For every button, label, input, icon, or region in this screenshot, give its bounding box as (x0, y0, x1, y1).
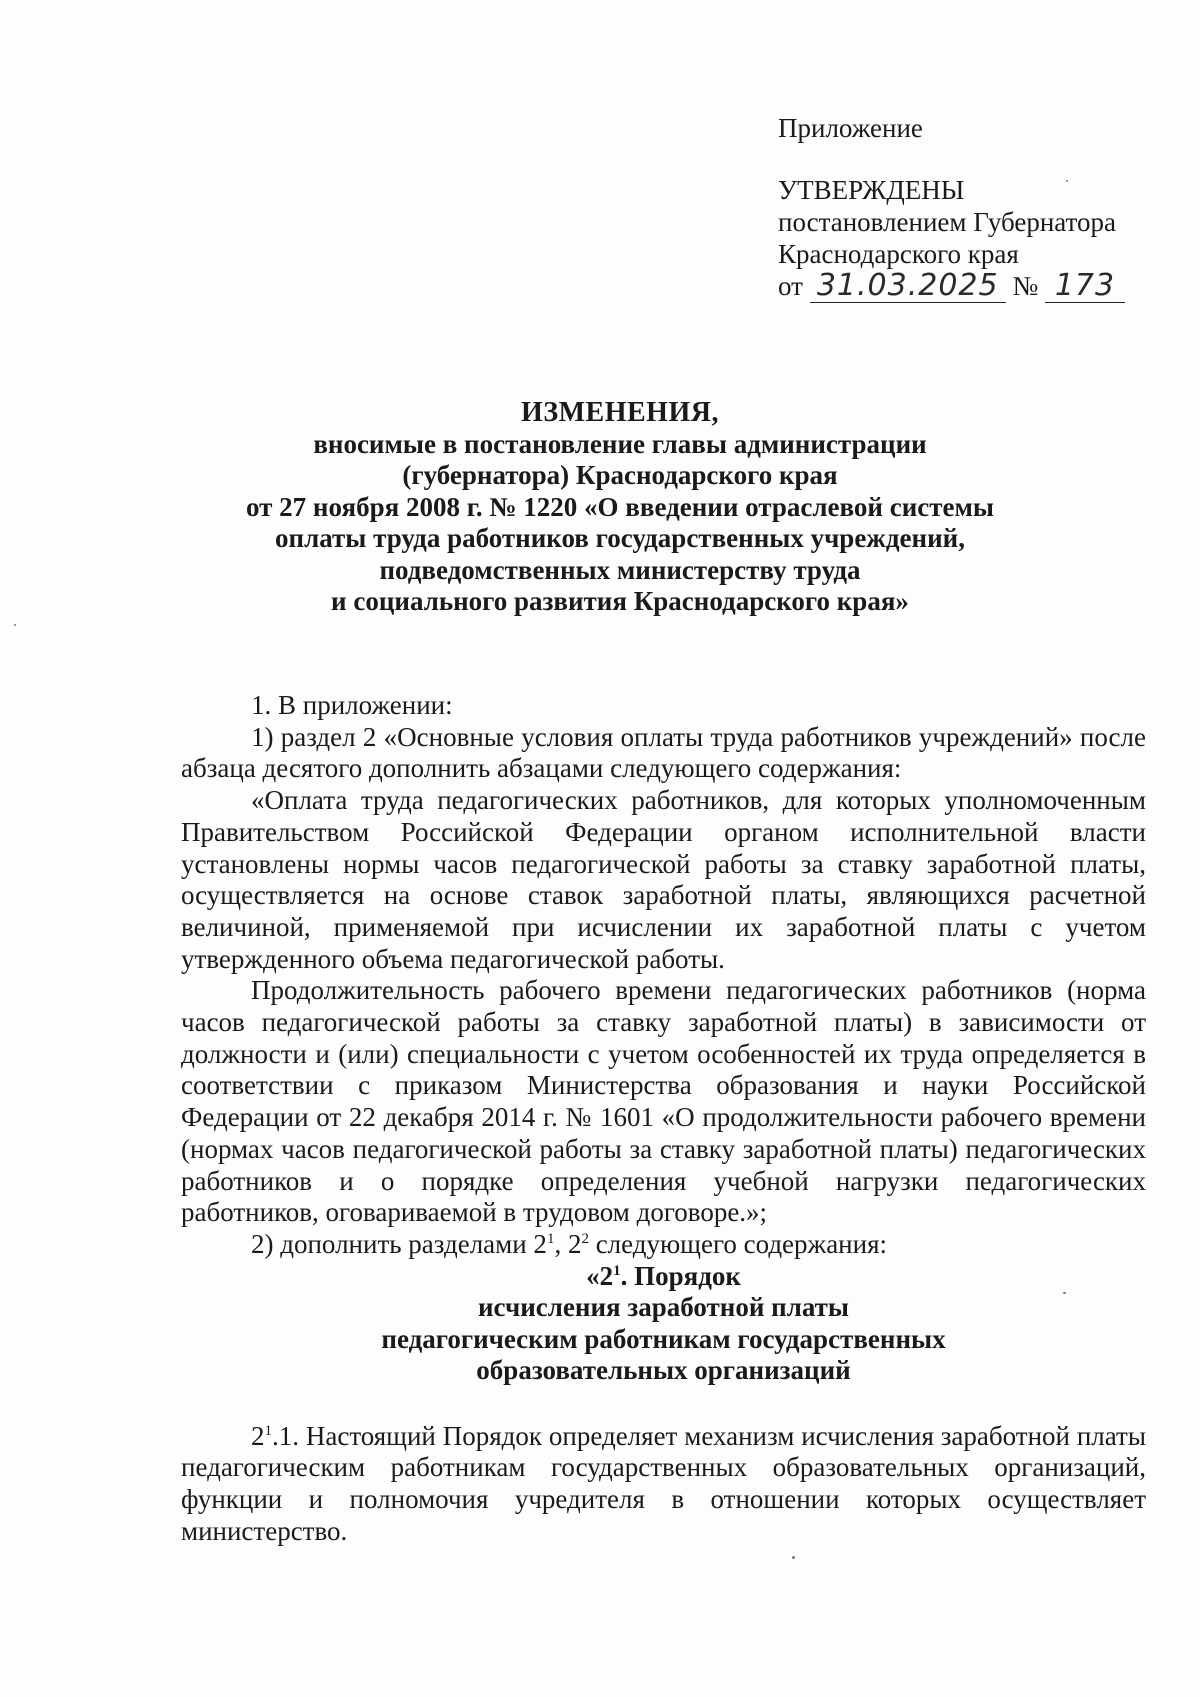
paragraph-2: 1) раздел 2 «Основные условия оплаты труда работников учреждений» после абзаца десятого дополнить абзацами следующего содержания: (181, 721, 1146, 784)
section-title-line: педагогическим работникам государственных (381, 1323, 946, 1354)
clause-number: 2 (251, 1420, 265, 1451)
title-heading: ИЗМЕНЕНИЯ, (521, 397, 719, 428)
section-title-line (181, 1261, 1146, 1293)
scan-speck (1066, 180, 1068, 182)
section-title-line: исчисления заработной платы (478, 1292, 849, 1323)
paragraph-6 (181, 1421, 1146, 1548)
title-line: оплаты труда работников государственных учреждений, (275, 523, 965, 553)
approved-by-line-1: постановлением Губернатора (778, 207, 1116, 237)
section-title-open: «2 (586, 1260, 614, 1291)
annex-label: Приложение (778, 113, 923, 143)
superscript: 1 (264, 1422, 272, 1439)
section-title-line: образовательных организаций (476, 1355, 851, 1386)
spacer (181, 1387, 1146, 1421)
approved-label: УТВЕРЖДЕНЫ (778, 175, 965, 205)
handwritten-date: 31.03.2025 (810, 270, 1006, 303)
scan-speck (14, 624, 16, 626)
section-heading (181, 1261, 1146, 1387)
handwritten-number: 173 (1045, 270, 1125, 303)
scan-speck (792, 1556, 795, 1559)
paragraph-3: «Оплата труда педагогических работников, для которых уполномоченным Правительством Российской Федерации органом исполнительной власти установлены нормы часов педагогической работы за ставку заработной платы, осуществляется на основе ставок заработной платы, являющихся расчетной величиной, применяемой при исчислении их заработной платы с учетом утвержденного объема педагогической работы. (181, 785, 1146, 974)
paragraph-5-mid: , 2 (554, 1228, 582, 1259)
scan-speck (1063, 1292, 1066, 1294)
title-line: подведомственных министерству труда (379, 554, 861, 585)
paragraph-4: Продолжительность рабочего времени педагогических работников (норма часов педагогической работы за ставку заработной платы) в зависимости от должности и (или) специальности с учетом особенностей их труда определяется в соответствии с приказом Министерства образования и науки Российской Федерации от 22 декабря 2014 г. № 1601 «О продолжительности рабочего времени (нормах часов педагогической работы за ставку заработной платы) педагогических работников и о порядке определения учебной нагрузки педагогических работников, оговариваемой в трудовом договоре.»; (181, 975, 1146, 1228)
paragraph-6-text: .1. Настоящий Порядок определяет механизм исчисления заработной платы педагогическим работникам государственных образовательных организаций, функции и полномочия учредителя в отношении которых осуществляет министерство. (181, 1420, 1146, 1546)
document-title (160, 397, 1080, 618)
title-line: вносимые в постановление главы администрации (313, 428, 927, 459)
superscript: 2 (581, 1230, 589, 1247)
title-line: от 27 ноября 2008 г. № 1220 «О введении отраслевой системы (246, 491, 994, 522)
superscript: 1 (613, 1262, 621, 1279)
section-title-rest: . Порядок (620, 1260, 741, 1291)
title-line: (губернатора) Краснодарского края (402, 460, 838, 490)
document-body (181, 690, 1146, 1547)
date-prefix: от (778, 271, 803, 301)
number-prefix: № (1012, 271, 1039, 301)
paragraph-1: 1. В приложении: (251, 690, 453, 720)
approval-block (778, 112, 1125, 303)
title-line: и социального развития Краснодарского края» (331, 586, 909, 616)
paragraph-5-start: 2) дополнить разделами 2 (251, 1228, 547, 1259)
approval-date-line (778, 270, 1125, 303)
paragraph-5-end: следующего содержания: (588, 1228, 887, 1259)
approved-by-line-2: Краснодарского края (778, 239, 1019, 269)
paragraph-5 (181, 1229, 1146, 1261)
superscript: 1 (546, 1230, 555, 1247)
